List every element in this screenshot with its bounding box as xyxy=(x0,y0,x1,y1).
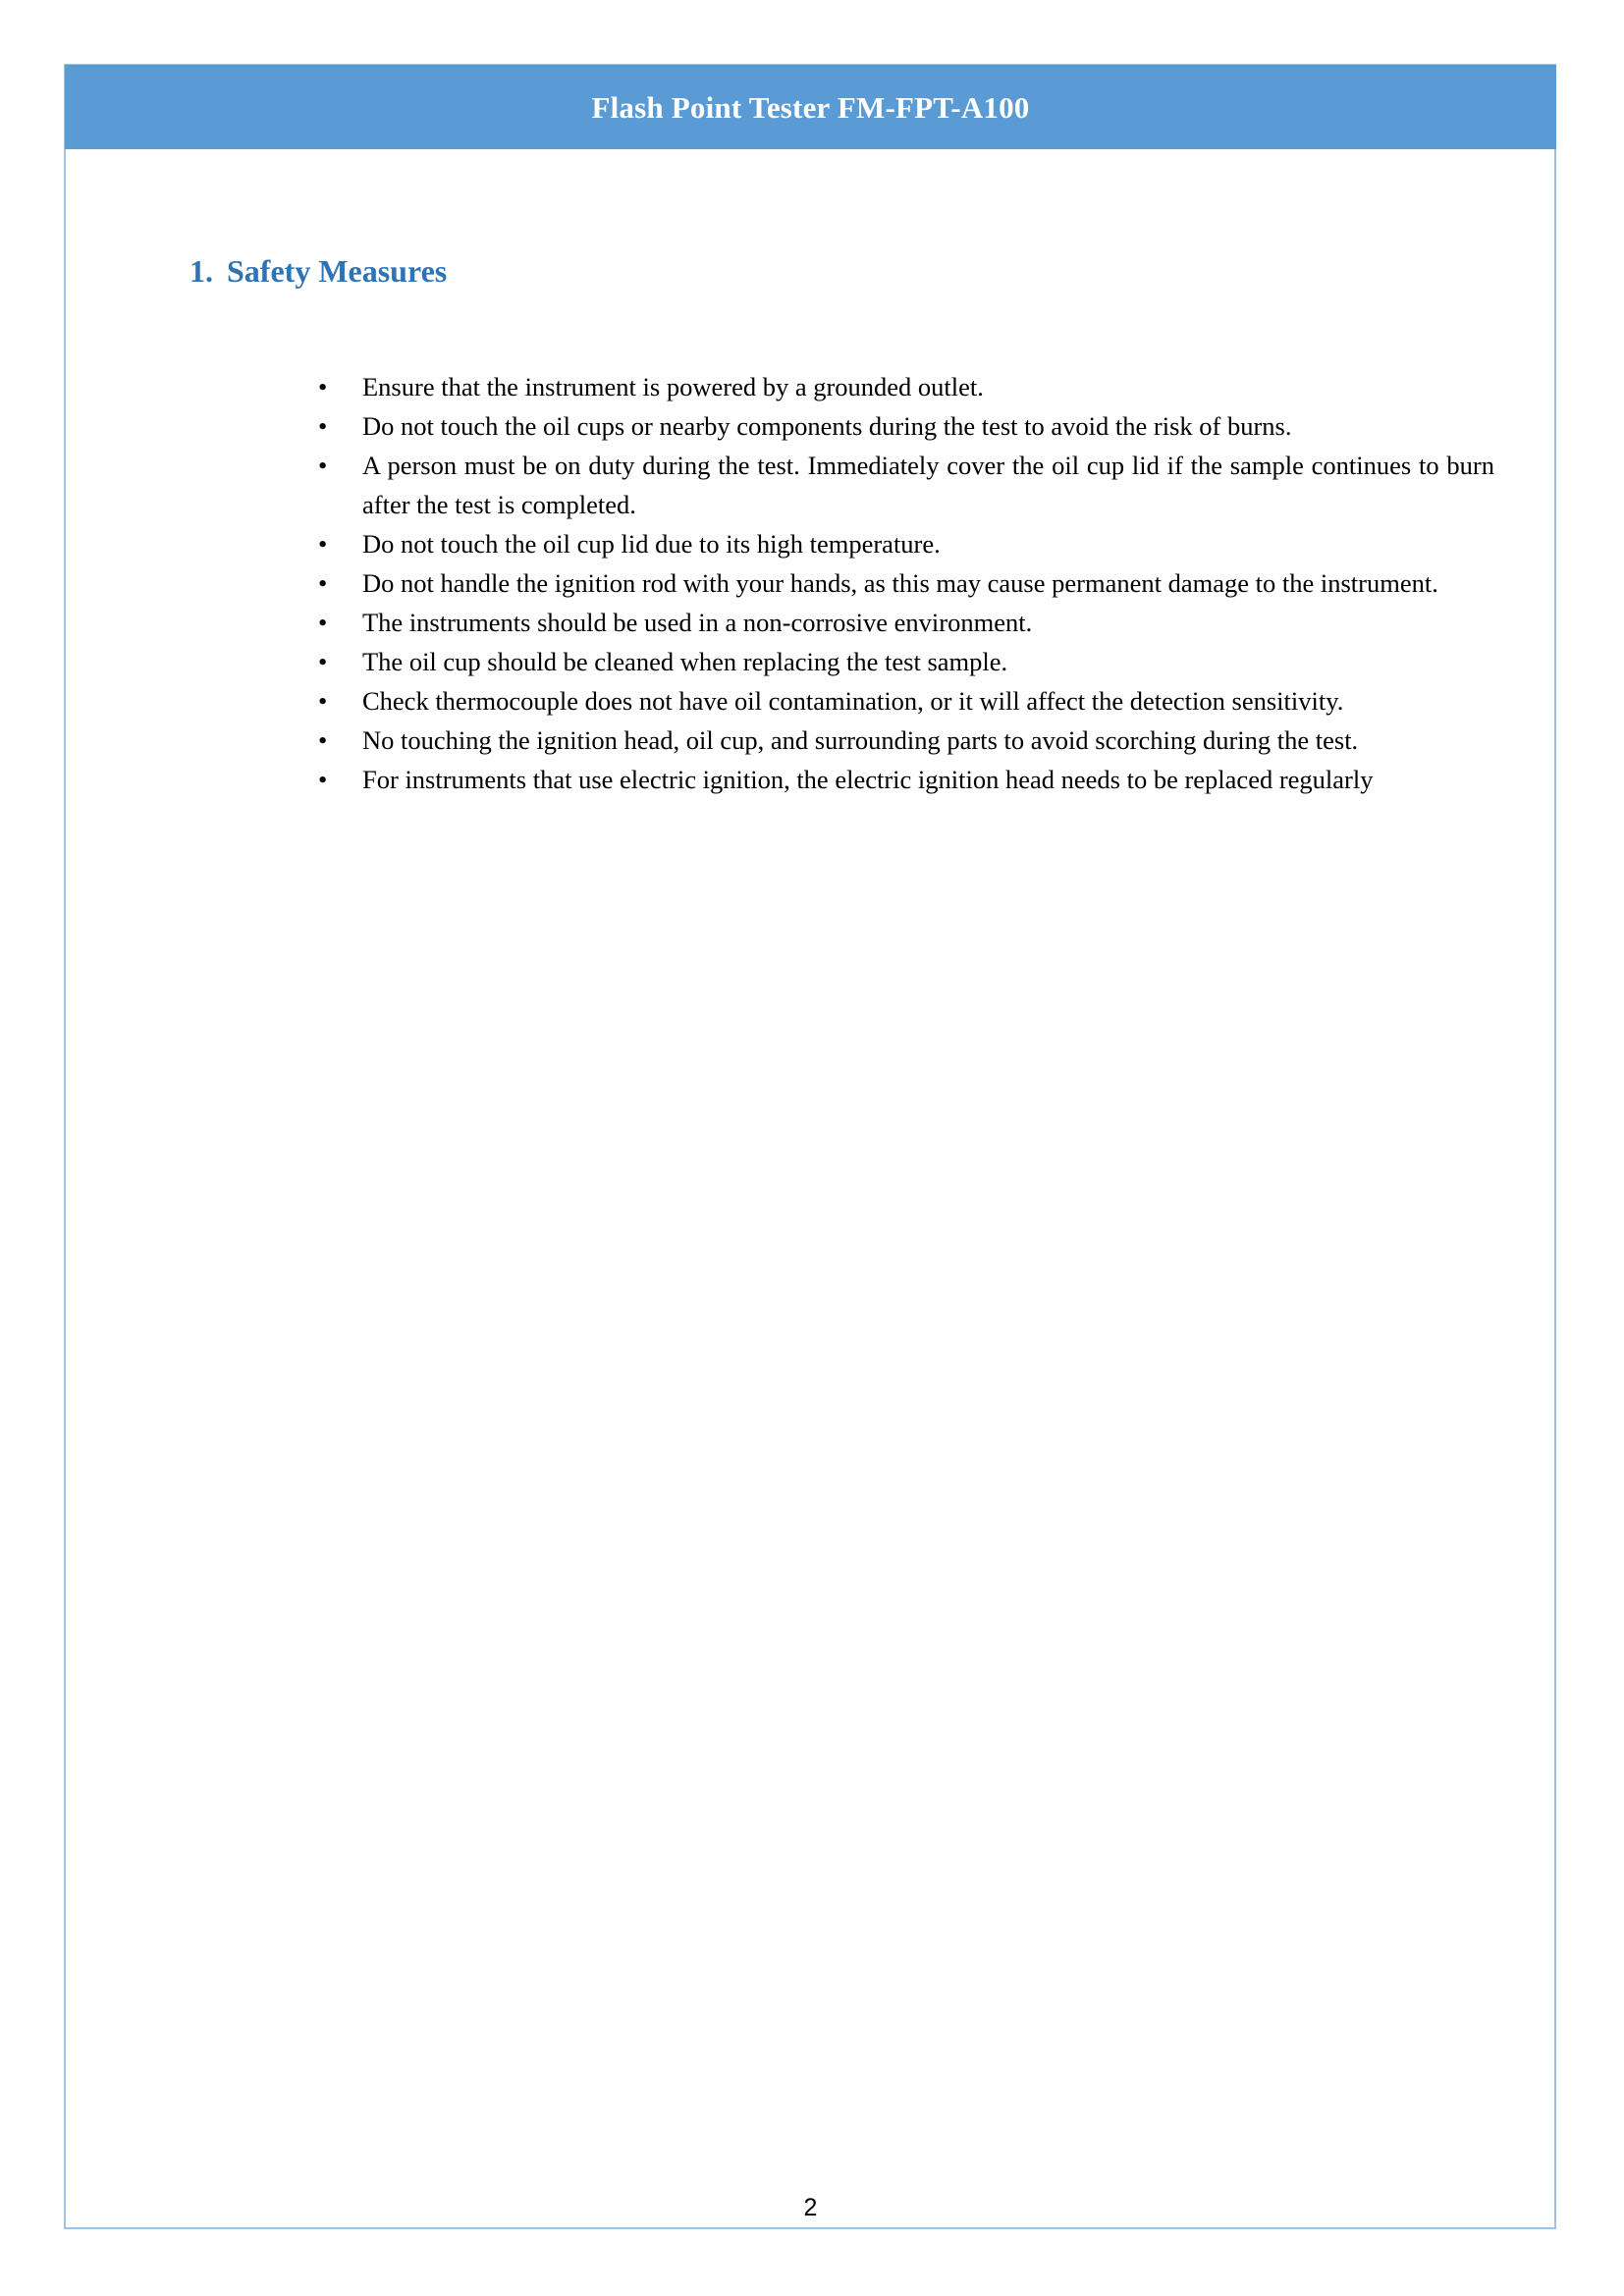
bullet-icon: • xyxy=(318,411,328,441)
list-item xyxy=(251,642,1494,681)
list-item-text: A person must be on duty during the test. Immediately cover the oil cup lid if the sample continues to burn after the test is completed. xyxy=(362,451,1494,519)
bullet-icon: • xyxy=(318,529,328,559)
list-item xyxy=(251,603,1494,642)
list-item-text: The oil cup should be cleaned when replacing the test sample. xyxy=(362,647,1008,676)
bullet-icon: • xyxy=(318,725,328,755)
page-footer xyxy=(65,2194,1556,2222)
bullet-icon: • xyxy=(318,568,328,598)
section-heading xyxy=(189,255,447,287)
list-item-text: For instruments that use electric ignition, the electric ignition head needs to be replaced regularly xyxy=(362,765,1374,794)
list-item-text: No touching the ignition head, oil cup, and surrounding parts to avoid scorching during the test. xyxy=(362,725,1359,755)
bullet-icon: • xyxy=(318,608,328,637)
list-item xyxy=(251,721,1494,760)
page-content xyxy=(65,149,1556,2229)
section-number: 1. xyxy=(189,253,213,289)
list-item xyxy=(251,367,1494,406)
bullet-icon: • xyxy=(318,647,328,676)
section-title: Safety Measures xyxy=(227,253,448,289)
list-item xyxy=(251,760,1494,799)
bullet-icon: • xyxy=(318,765,328,794)
list-item-text: Check thermocouple does not have oil contamination, or it will affect the detection sensitivity. xyxy=(362,686,1344,716)
document-header-banner xyxy=(65,65,1556,149)
list-item xyxy=(251,563,1494,603)
list-item-text: Do not touch the oil cup lid due to its high temperature. xyxy=(362,529,941,559)
safety-measures-list xyxy=(251,367,1494,799)
list-item xyxy=(251,406,1494,446)
list-item xyxy=(251,524,1494,563)
document-title: Flash Point Tester FM-FPT-A100 xyxy=(591,89,1030,125)
list-item xyxy=(251,446,1494,524)
list-item-text: Do not handle the ignition rod with your hands, as this may cause permanent damage to the instrument. xyxy=(362,568,1438,598)
bullet-icon: • xyxy=(318,372,328,401)
list-item-text: The instruments should be used in a non-corrosive environment. xyxy=(362,608,1033,637)
bullet-icon: • xyxy=(318,451,328,480)
page-number: 2 xyxy=(803,2194,818,2221)
list-item-text: Do not touch the oil cups or nearby components during the test to avoid the risk of burns. xyxy=(362,411,1292,441)
list-item-text: Ensure that the instrument is powered by a grounded outlet. xyxy=(362,372,984,401)
bullet-icon: • xyxy=(318,686,328,716)
list-item xyxy=(251,681,1494,721)
